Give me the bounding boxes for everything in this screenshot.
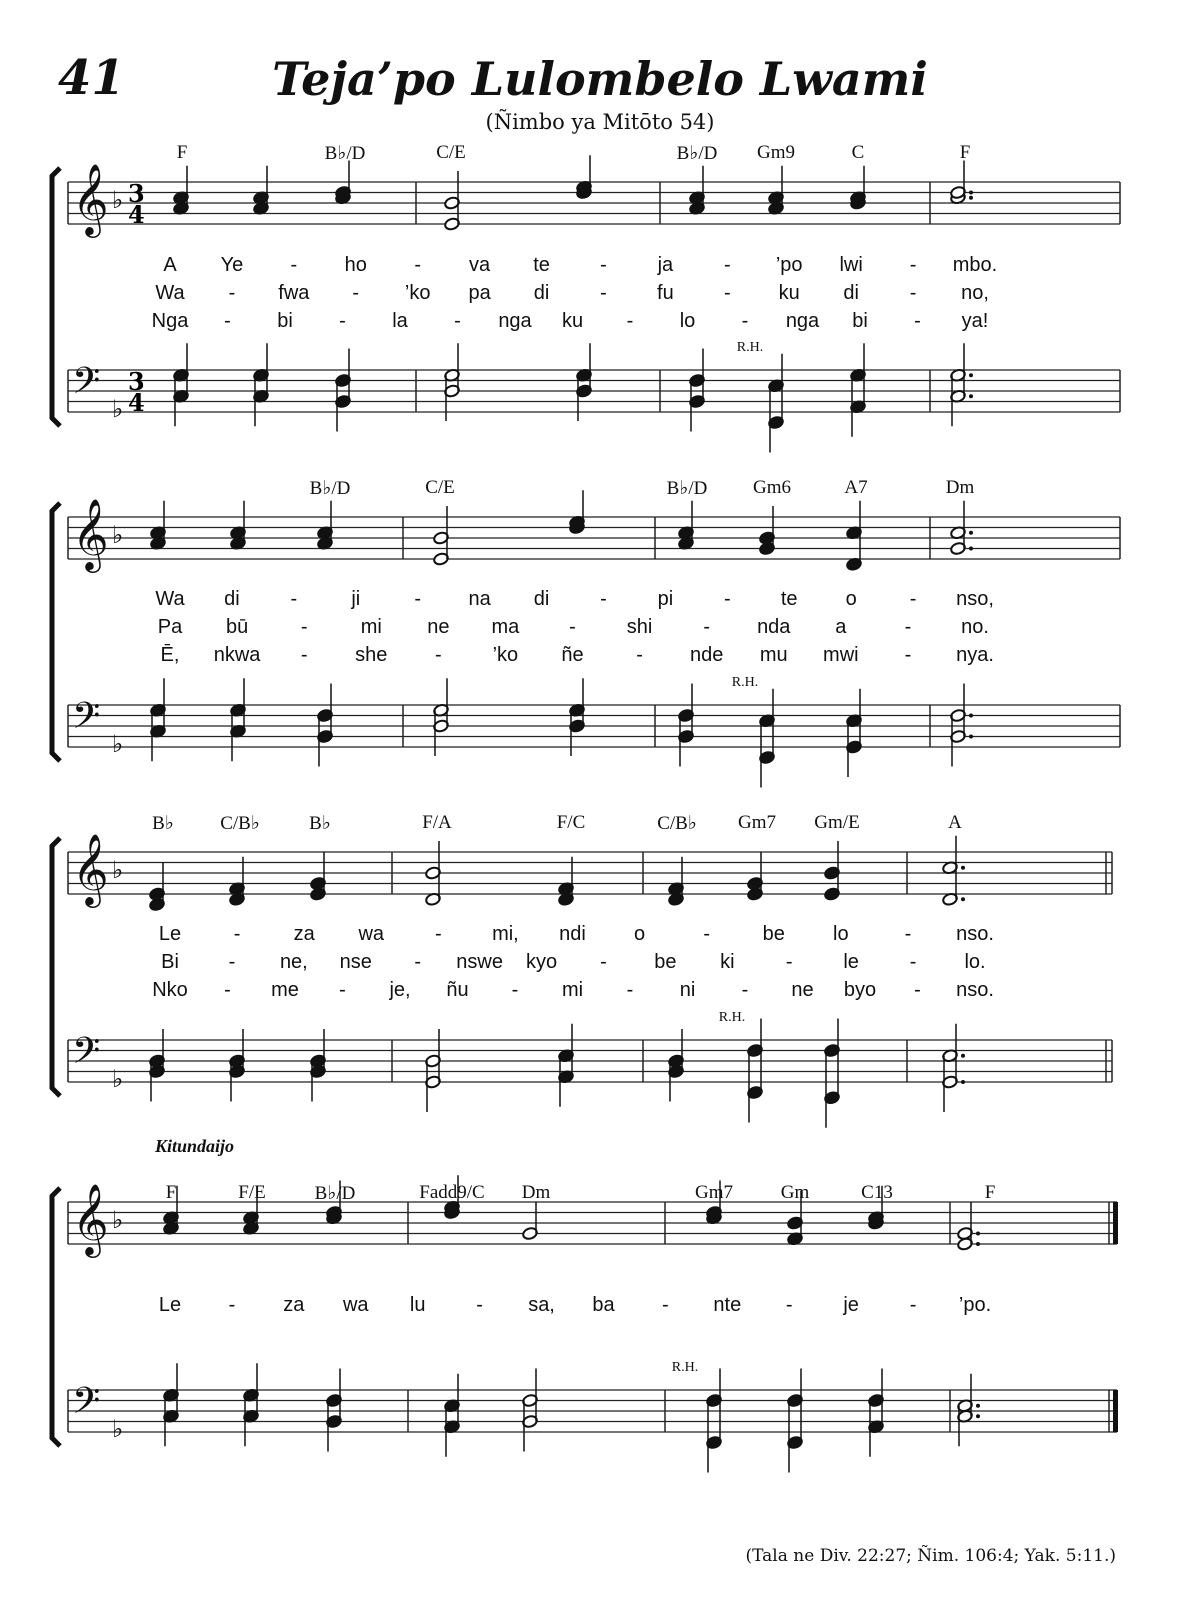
lyric-syllable: fwa <box>278 282 310 304</box>
syllable-hyphen: - <box>300 644 308 666</box>
syllable-hyphen: - <box>224 979 231 1001</box>
chord-symbol: F <box>984 1182 996 1203</box>
syllable-hyphen: - <box>414 588 422 610</box>
lyric-syllable: byo <box>843 979 877 1001</box>
syllable-hyphen: - <box>600 588 607 610</box>
chord-symbol: F/C <box>556 812 586 833</box>
lyric-syllable: lo <box>833 923 849 945</box>
chord-symbol: C13 <box>861 1182 893 1203</box>
lyric-syllable: je, <box>389 979 411 1001</box>
syllable-hyphen: - <box>454 310 461 332</box>
note-chord <box>868 1369 885 1457</box>
song-subtitle: (Ñimbo ya Mitōto 54) <box>485 110 715 134</box>
lyric-syllable: za <box>293 923 315 945</box>
lyric-syllable: be <box>654 951 677 973</box>
syllable-hyphen: - <box>600 282 607 304</box>
lyric-syllable: nkwa <box>213 644 261 666</box>
right-hand-mark: R.H. <box>671 1360 699 1375</box>
lyric-syllable: ya! <box>961 310 989 332</box>
syllable-hyphen: - <box>914 310 921 332</box>
lyric-syllable: ji <box>351 588 361 610</box>
lyric-syllable: ku <box>778 282 800 304</box>
chord-symbol: B♭/D <box>314 1183 356 1204</box>
chord-symbol: C/E <box>436 142 466 163</box>
chord-symbol: Dm <box>521 1182 551 1203</box>
lyric-syllable: shi <box>626 616 653 638</box>
lyric-syllable: ñe <box>561 644 584 666</box>
scripture-reference: (Tala ne Div. 22:27; Ñim. 106:4; Yak. 5:11.) <box>745 1546 1116 1566</box>
lyric-syllable: ki <box>720 951 735 973</box>
syllable-hyphen: - <box>600 254 607 276</box>
lyric-syllable: di <box>843 282 859 304</box>
syllable-hyphen: - <box>785 951 793 973</box>
syllable-hyphen: - <box>339 310 346 332</box>
syllable-hyphen: - <box>290 254 298 276</box>
syllable-hyphen: - <box>904 923 912 945</box>
song-number: 41 <box>58 50 125 106</box>
syllable-hyphen: - <box>290 588 298 610</box>
chord-symbol: Fadd9/C <box>419 1182 485 1203</box>
chord-symbol: A <box>948 812 962 833</box>
chord-symbol: Dm <box>945 477 975 498</box>
note-chord <box>957 1374 980 1447</box>
syllable-hyphen: - <box>741 310 749 332</box>
note-chord <box>444 1374 461 1457</box>
chord-symbol: Gm <box>780 1182 810 1203</box>
lyric-syllable: ne <box>791 979 814 1001</box>
lyric-syllable: no, <box>961 282 989 304</box>
syllable-hyphen: - <box>228 951 236 973</box>
syllable-hyphen: - <box>909 1294 917 1316</box>
syllable-hyphen: - <box>909 254 917 276</box>
syllable-hyphen: - <box>723 254 731 276</box>
note-chord <box>522 1202 539 1241</box>
syllable-hyphen: - <box>723 588 731 610</box>
syllable-hyphen: - <box>636 644 643 666</box>
lyric-syllable: Le <box>158 1294 182 1316</box>
note-chord <box>522 1369 539 1452</box>
syllable-hyphen: - <box>233 923 241 945</box>
chord-symbol: B♭ <box>309 813 331 834</box>
treble-clef-icon: 𝄞 <box>72 832 109 905</box>
right-hand-mark: R.H. <box>736 340 764 355</box>
syllable-hyphen: - <box>909 588 917 610</box>
lyric-syllable: te <box>533 254 550 276</box>
syllable-hyphen: - <box>626 310 634 332</box>
lyric-syllable: na <box>468 588 491 610</box>
treble-clef-icon: 𝄞 <box>72 1182 109 1255</box>
lyric-syllable: ne <box>427 616 450 638</box>
syllable-hyphen: - <box>569 616 576 638</box>
syllable-hyphen: - <box>904 616 912 638</box>
lyric-syllable: nga <box>498 310 532 332</box>
syllable-hyphen: - <box>909 282 917 304</box>
lyric-syllable: nya. <box>956 644 994 666</box>
key-signature-flat-icon: ♭ <box>112 730 124 758</box>
lyric-syllable: mu <box>759 644 788 666</box>
key-signature-flat-icon: ♭ <box>112 1065 124 1093</box>
chord-symbol: F/A <box>422 812 452 833</box>
lyric-syllable: ndi <box>559 923 586 945</box>
chord-symbol: F <box>959 142 971 163</box>
lyric-syllable: nda <box>757 616 791 638</box>
lyric-syllable: o <box>845 588 857 610</box>
lyric-syllable: ku <box>561 310 584 332</box>
lyric-syllable: nso. <box>956 923 994 945</box>
bass-clef-icon: 𝄢 <box>72 1380 101 1431</box>
key-signature-flat-icon: ♭ <box>112 395 124 423</box>
chord-symbol: F <box>165 1182 177 1203</box>
lyric-syllable: le <box>843 951 859 973</box>
syllable-hyphen: - <box>909 951 917 973</box>
syllable-hyphen: - <box>741 979 749 1001</box>
lyric-syllable: va <box>469 254 491 276</box>
lyric-syllable: nso, <box>956 588 994 610</box>
syllable-hyphen: - <box>414 254 422 276</box>
treble-clef-icon: 𝄞 <box>72 162 109 235</box>
bass-clef-icon: 𝄢 <box>72 360 101 411</box>
bass-clef-icon: 𝄢 <box>72 695 101 746</box>
chord-symbol: B♭/D <box>309 478 351 499</box>
lyric-syllable: Nga <box>151 310 189 332</box>
note-chord <box>326 1369 343 1452</box>
syllable-hyphen: - <box>352 282 360 304</box>
syllable-hyphen: - <box>224 310 231 332</box>
time-signature-bottom: 4 <box>128 200 145 229</box>
lyric-syllable: di <box>224 588 240 610</box>
syllable-hyphen: - <box>228 282 236 304</box>
lyric-syllable: lo <box>679 310 696 332</box>
key-signature-flat-icon: ♭ <box>112 521 124 549</box>
chord-symbol: F <box>176 142 188 163</box>
key-signature-flat-icon: ♭ <box>112 186 124 214</box>
lyric-syllable: Nko <box>152 979 188 1001</box>
lyric-syllable: ja <box>657 254 674 276</box>
lyric-syllable: mi <box>360 616 382 638</box>
lyric-syllable: Wa <box>155 282 185 304</box>
lyric-syllable: za <box>283 1294 305 1316</box>
syllable-hyphen: - <box>904 644 912 666</box>
lyric-syllable: ho <box>344 254 367 276</box>
chord-symbol: B♭/D <box>666 478 708 499</box>
syllable-hyphen: - <box>434 923 442 945</box>
syllable-hyphen: - <box>703 616 710 638</box>
chord-symbol: B♭/D <box>676 143 718 164</box>
chord-symbol: Gm6 <box>753 477 791 498</box>
lyric-syllable: wa <box>358 923 385 945</box>
syllable-hyphen: - <box>339 979 346 1001</box>
lyric-syllable: no. <box>961 616 989 638</box>
chord-symbol: A7 <box>844 477 868 498</box>
lyric-syllable: di <box>533 282 550 304</box>
chord-symbol: Gm/E <box>814 812 860 833</box>
chord-symbol: F/E <box>238 1182 266 1203</box>
lyric-syllable: bi <box>277 310 293 332</box>
lyric-syllable: la <box>392 310 408 332</box>
lyric-syllable: mwi <box>823 644 859 666</box>
lyric-syllable: nga <box>785 310 820 332</box>
lyric-syllable: Bi <box>161 951 179 973</box>
lyric-syllable: ba <box>592 1294 615 1316</box>
syllable-hyphen: - <box>300 616 308 638</box>
syllable-hyphen: - <box>785 1294 793 1316</box>
syllable-hyphen: - <box>626 979 634 1001</box>
key-signature-flat-icon: ♭ <box>112 1206 124 1234</box>
lyric-syllable: pa <box>468 282 491 304</box>
note-chord <box>243 1363 260 1446</box>
note-chord <box>787 1369 804 1473</box>
tempo-marking: Kitundaijo <box>155 1136 235 1156</box>
syllable-hyphen: - <box>662 1294 669 1316</box>
key-signature-flat-icon: ♭ <box>112 1415 124 1443</box>
lyric-syllable: lwi <box>839 254 863 276</box>
lyric-syllable: nswe <box>456 951 503 973</box>
lyric-syllable: Ē, <box>160 644 180 666</box>
lyric-syllable: ’po <box>775 254 803 276</box>
bass-staff <box>68 1380 1118 1443</box>
lyric-syllable: lo. <box>964 951 986 973</box>
chord-symbol: Gm7 <box>695 1182 733 1203</box>
syllable-hyphen: - <box>723 282 731 304</box>
note-chord <box>706 1369 723 1473</box>
lyric-syllable: pi <box>657 588 674 610</box>
lyric-syllable: bi <box>852 310 868 332</box>
lyric-syllable: wa <box>342 1294 369 1316</box>
chord-symbol: B♭/D <box>324 143 366 164</box>
lyric-syllable: nso. <box>956 979 994 1001</box>
lyric-syllable: ’po. <box>958 1294 992 1316</box>
key-signature-flat-icon: ♭ <box>112 856 124 884</box>
note-chord <box>957 1202 980 1252</box>
lyric-syllable: mi, <box>492 923 519 945</box>
lyric-syllable: Le <box>158 923 182 945</box>
lyric-syllable: fu <box>657 282 674 304</box>
syllable-hyphen: - <box>914 979 921 1001</box>
lyric-syllable: lu <box>409 1294 426 1316</box>
lyric-syllable: nse <box>339 951 372 973</box>
syllable-hyphen: - <box>511 979 519 1001</box>
lyric-syllable: je <box>843 1294 859 1316</box>
syllable-hyphen: - <box>476 1294 483 1316</box>
chord-symbol: B♭ <box>152 813 174 834</box>
syllable-hyphen: - <box>414 951 422 973</box>
lyric-syllable: bū <box>225 616 249 638</box>
lyric-syllable: me <box>271 979 299 1001</box>
chord-symbol: C/B♭ <box>657 813 697 834</box>
time-signature-bottom: 4 <box>128 388 145 417</box>
song-title: Teja’po Lulombelo Lwami <box>272 52 928 106</box>
lyric-syllable: nde <box>689 644 724 666</box>
lyric-syllable: A <box>163 254 177 276</box>
chord-symbol: C/E <box>425 477 455 498</box>
lyric-syllable: ma <box>491 616 520 638</box>
bass-clef-icon: 𝄢 <box>72 1030 101 1081</box>
lyric-line <box>0 1294 1200 1320</box>
chord-symbol: C <box>851 142 865 163</box>
lyric-syllable: ’ko <box>492 644 519 666</box>
syllable-hyphen: - <box>600 951 607 973</box>
lyric-syllable: ’ko <box>404 282 431 304</box>
lyric-syllable: te <box>780 588 798 610</box>
lyric-syllable: Wa <box>155 588 185 610</box>
syllable-hyphen: - <box>703 923 710 945</box>
lyric-syllable: Ye <box>220 254 244 276</box>
lyric-syllable: ne, <box>279 951 308 973</box>
lyric-syllable: be <box>762 923 785 945</box>
lyric-syllable: sa, <box>528 1294 555 1316</box>
lyric-syllable: mi <box>561 979 584 1001</box>
lyric-syllable: di <box>533 588 550 610</box>
chord-symbol: Gm9 <box>757 142 795 163</box>
chord-symbol: Gm7 <box>738 812 776 833</box>
lyric-syllable: a <box>835 616 847 638</box>
lyric-syllable: o <box>634 923 646 945</box>
lyric-syllable: nte <box>713 1294 742 1316</box>
right-hand-mark: R.H. <box>731 675 759 690</box>
chord-symbol: C/B♭ <box>220 813 260 834</box>
lyric-syllable: ni <box>679 979 696 1001</box>
syllable-hyphen: - <box>434 644 442 666</box>
right-hand-mark: R.H. <box>718 1010 746 1025</box>
lyric-syllable: she <box>355 644 388 666</box>
syllable-hyphen: - <box>228 1294 236 1316</box>
time-signature-top: 3 <box>128 179 145 208</box>
lyric-syllable: Pa <box>157 616 183 638</box>
lyric-syllable: ñu <box>446 979 469 1001</box>
lyric-syllable: mbo. <box>952 254 998 276</box>
note-chord <box>163 1363 180 1446</box>
treble-clef-icon: 𝄞 <box>72 497 109 570</box>
lyric-syllable: kyo <box>525 951 558 973</box>
time-signature-top: 3 <box>128 367 145 396</box>
